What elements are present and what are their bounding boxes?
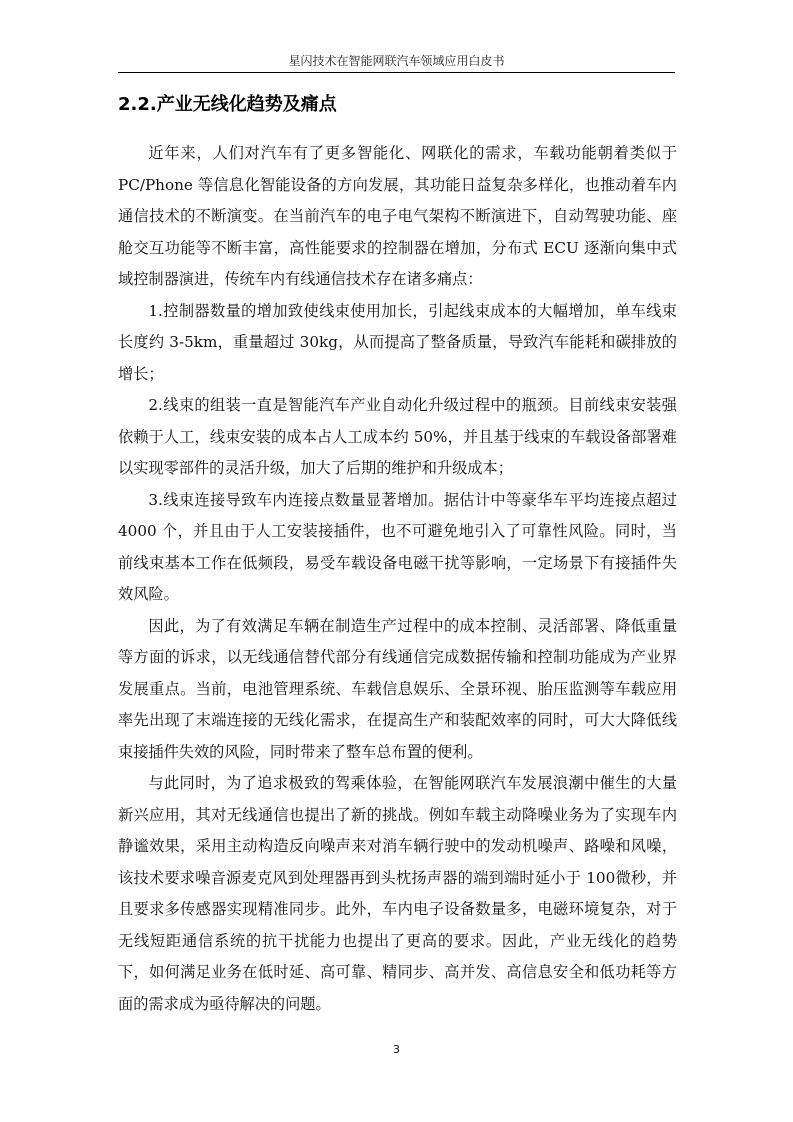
paragraph-point-3: 3.线束连接导致车内连接点数量显著增加。据估计中等豪华车平均连接点超过 4000 个，并且由于人工安装接插件，也不可避免地引入了可靠性风险。同时，当前线束基本工作在低频段，易受车载设备电磁干扰等影响，一定场景下有接插件失效风险。 <box>118 490 677 603</box>
body-text <box>118 138 677 1020</box>
page-number: 3 <box>393 1043 400 1056</box>
header-divider <box>118 72 675 73</box>
paragraph-point-2: 2.线束的组装一直是智能汽车产业自动化升级过程中的瓶颈。目前线束安装强依赖于人工，线束安装的成本占人工成本约 50%，并且基于线束的车载设备部署难以实现零部件的灵活升级，加大了后期的维护和升级成本； <box>118 396 677 477</box>
paragraph-intro: 近年来，人们对汽车有了更多智能化、网联化的需求，车载功能朝着类似于PC/Phone 等信息化智能设备的方向发展，其功能日益复杂多样化，也推动着车内通信技术的不断演变。在当前汽车的电子电气架构不断演进下，自动驾驶功能、座舱交互功能等不断丰富，高性能要求的控制器在增加，分布式 ECU 逐渐向集中式域控制器演进，传统车内有线通信技术存在诸多痛点： <box>118 144 677 288</box>
paragraph-meanwhile: 与此同时，为了追求极致的驾乘体验，在智能网联汽车发展浪潮中催生的大量新兴应用，其对无线通信也提出了新的挑战。例如车载主动降噪业务为了实现车内静谧效果，采用主动构造反向噪声来对消车辆行驶中的发动机噪声、路噪和风噪，该技术要求噪音源麦克风到处理器再到头枕扬声器的端到端时延小于 100微秒，并且要求多传感器实现精准同步。此外，车内电子设备数量多，电磁环境复杂，对于无线短距通信系统的抗干扰能力也提出了更高的要求。因此，产业无线化的趋势下，如何满足业务在低时延、高可靠、精同步、高并发、高信息安全和低功耗等方面的需求成为亟待解决的问题。 <box>118 774 677 1013</box>
paragraph-therefore: 因此，为了有效满足车辆在制造生产过程中的成本控制、灵活部署、降低重量等方面的诉求，以无线通信替代部分有线通信完成数据传输和控制功能成为产业界发展重点。当前，电池管理系统、车载信息娱乐、全景环视、胎压监测等车载应用率先出现了末端连接的无线化需求，在提高生产和装配效率的同时，可大大降低线束接插件失效的风险，同时带来了整车总布置的便利。 <box>118 616 677 761</box>
section-heading: 2.2.产业无线化趋势及痛点 <box>118 94 337 115</box>
running-header: 星闪技术在智能网联汽车领域应用白皮书 <box>288 54 505 68</box>
paragraph-point-1: 1.控制器数量的增加致使线束使用加长，引起线束成本的大幅增加，单车线束长度约 3-5km，重量超过 30kg，从而提高了整备质量，导致汽车能耗和碳排放的增长； <box>118 301 677 383</box>
